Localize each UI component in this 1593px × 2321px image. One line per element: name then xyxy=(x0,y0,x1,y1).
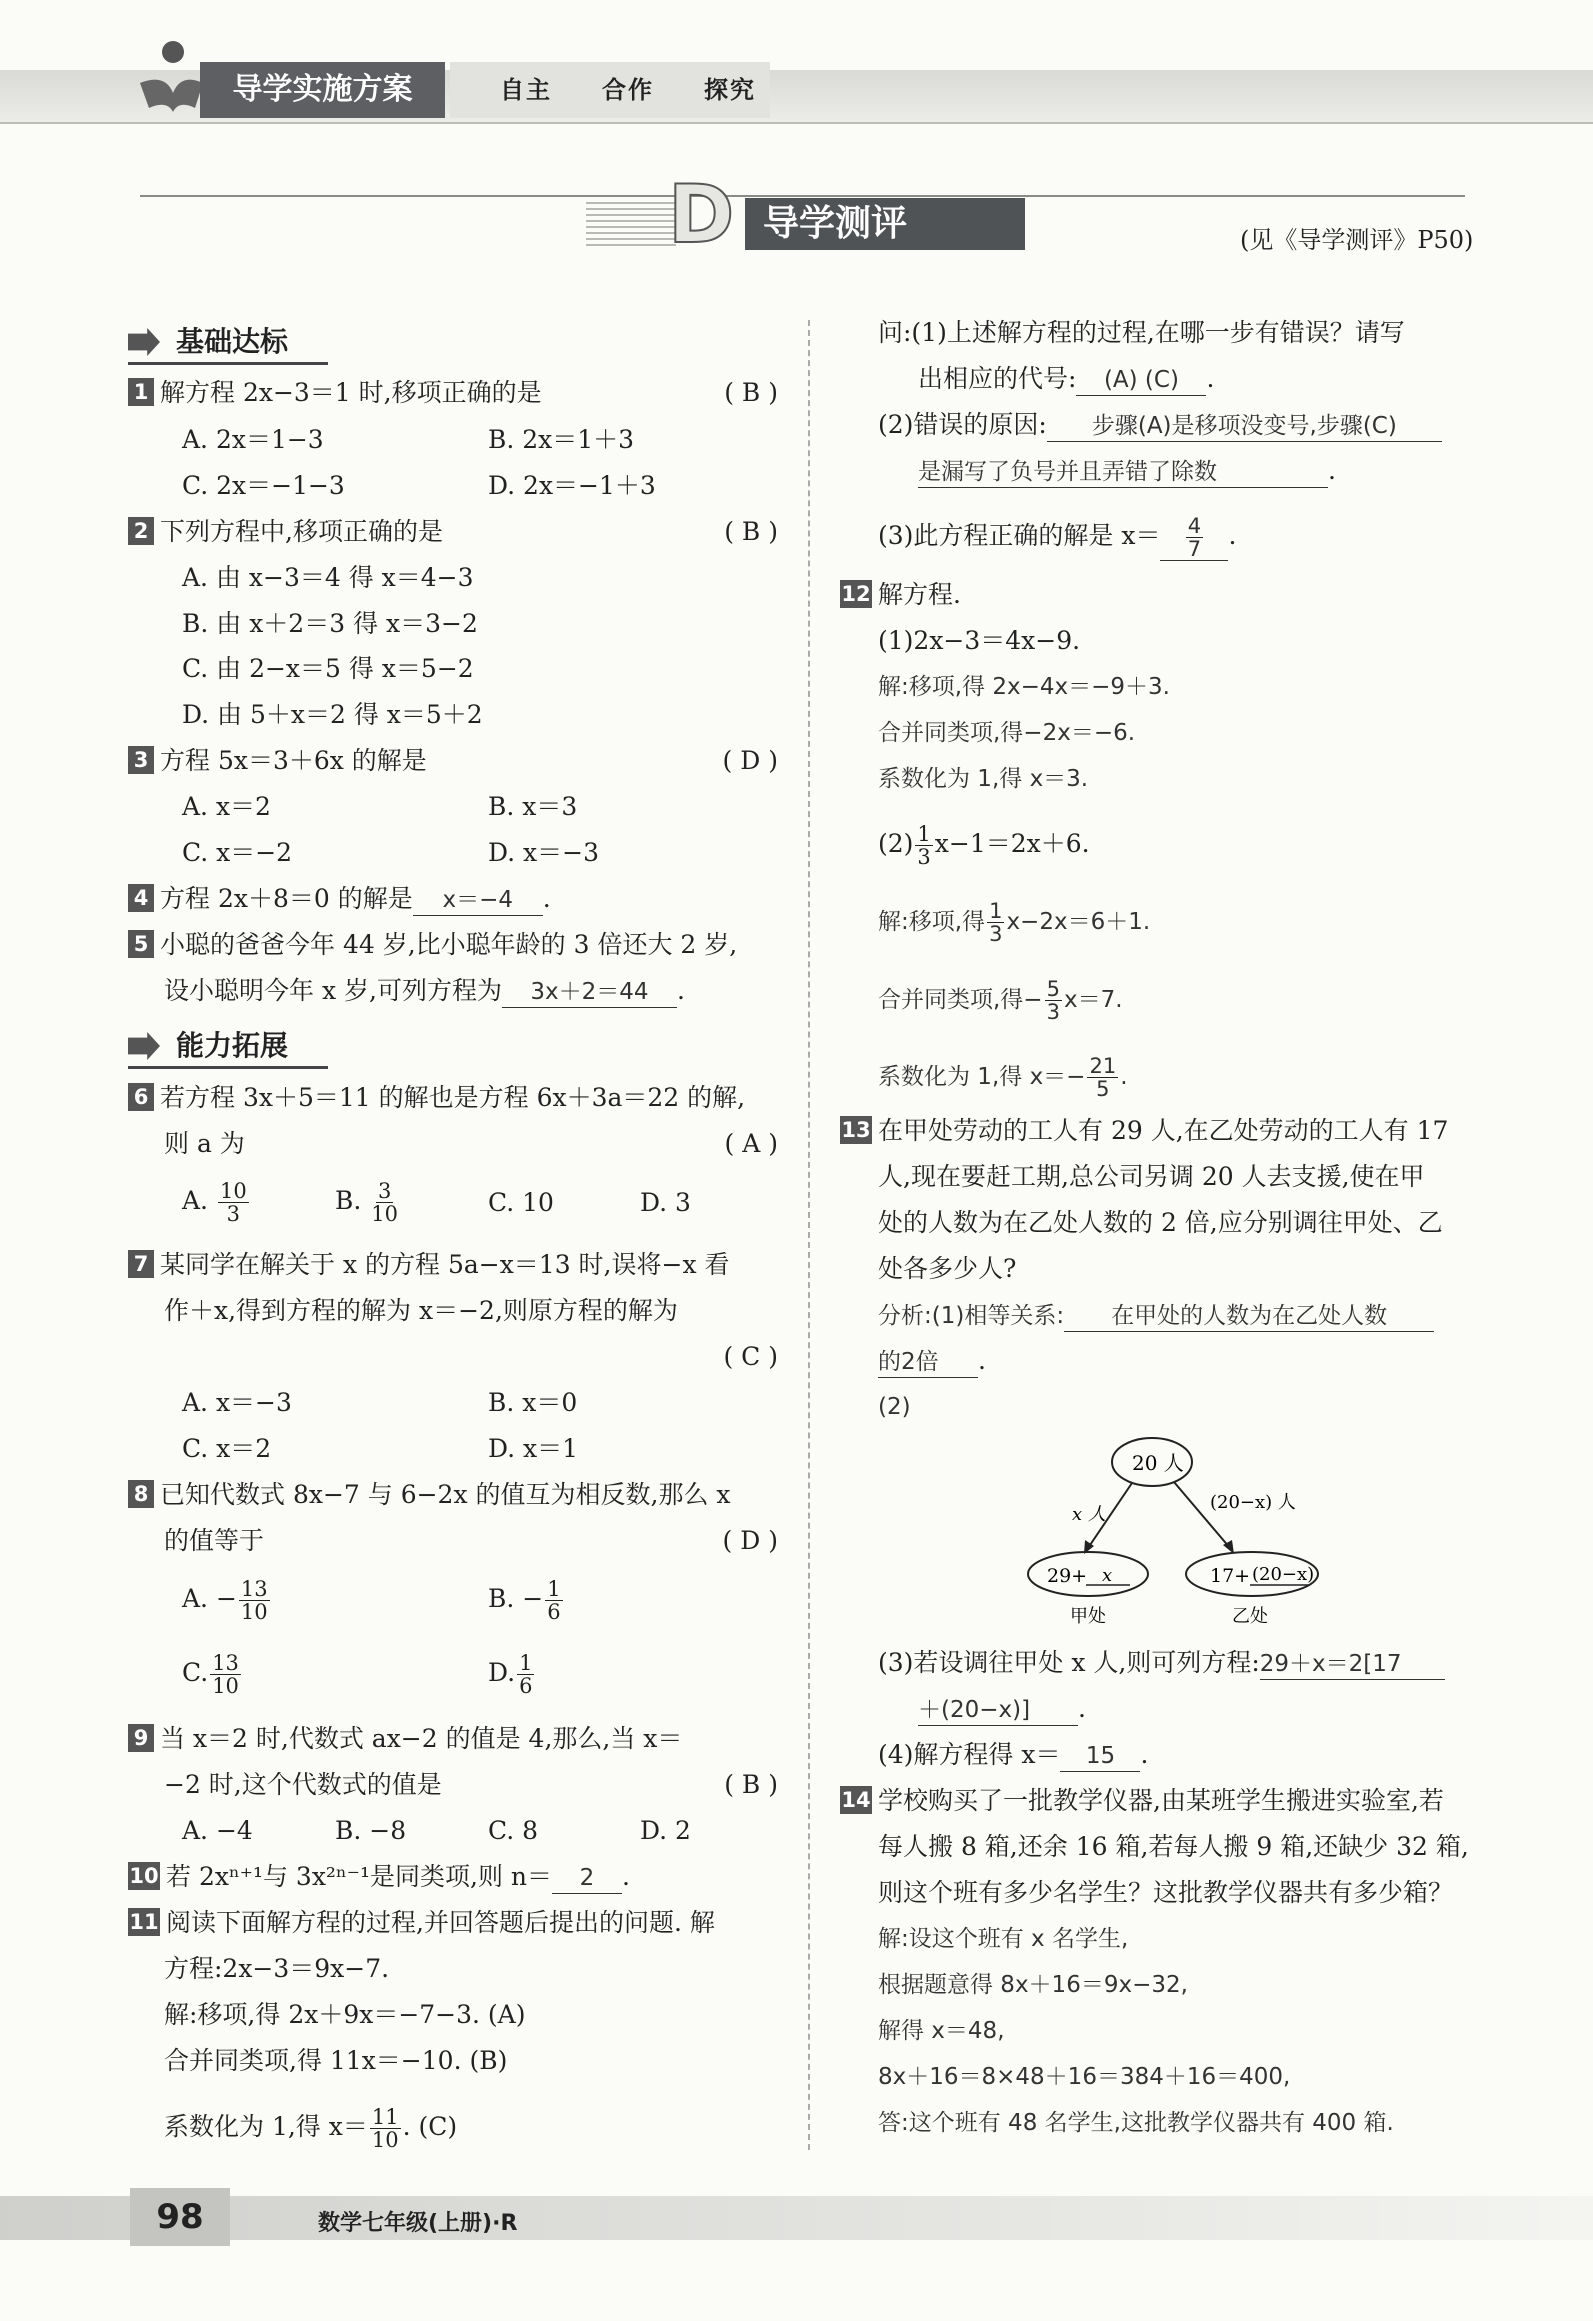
question-line: −2 时,这个代数式的值是 xyxy=(164,1770,442,1799)
step-text: x−2x＝6＋1. xyxy=(1006,909,1151,935)
fraction xyxy=(1186,515,1203,560)
solution-step: 答:这个班有 48 名学生,这批教学仪器共有 400 箱. xyxy=(878,2110,1394,2136)
denominator: 10 xyxy=(212,1674,239,1698)
option-a: A. −4 xyxy=(182,1816,253,1845)
fraction xyxy=(517,1652,534,1697)
solution-step: 合并同类项,得 11x＝−10. (B) xyxy=(164,2046,508,2075)
question-line: 方程:2x−3＝9x−7. xyxy=(164,1954,390,1983)
numerator: 13 xyxy=(212,1651,239,1675)
left-place-label: 甲处 xyxy=(1070,1606,1106,1627)
question-stem: 下列方程中,移项正确的是 xyxy=(160,517,443,546)
answer-choice: ( A ) xyxy=(724,1129,778,1158)
fraction xyxy=(1087,1055,1118,1100)
option-b: B. x＝3 xyxy=(488,792,578,821)
question-line: 作＋x,得到方程的解为 x＝−2,则原方程的解为 xyxy=(164,1296,678,1325)
option-a xyxy=(182,1578,272,1623)
footer-band xyxy=(0,2196,1593,2240)
option-b: B. −8 xyxy=(335,1816,407,1845)
question-line: 处各多少人? xyxy=(878,1254,1017,1283)
numerator: 21 xyxy=(1089,1054,1117,1078)
question-number: 9 xyxy=(128,1724,154,1752)
question-line: 问:(1)上述解方程的过程,在哪一步有错误？请写 xyxy=(878,318,1405,347)
banner-reference: (见《导学测评》P50) xyxy=(1240,226,1474,254)
solution-step: 根据题意得 8x＋16＝9x−32, xyxy=(878,1972,1188,1998)
option-label: A. − xyxy=(182,1584,237,1613)
question-stem: 解方程. xyxy=(878,580,961,609)
book-title: 数学七年级(上册)·R xyxy=(318,2211,518,2236)
question-number: 1 xyxy=(128,378,154,406)
question-line: 当 x＝2 时,代数式 ax−2 的值是 4,那么,当 x＝ xyxy=(160,1724,683,1753)
answer-blank: 29＋x＝2[17 xyxy=(1260,1649,1445,1680)
q13-answer-3b: ＋(20−x)] . xyxy=(918,1694,1086,1726)
allocation-diagram xyxy=(1020,1420,1400,1635)
fraction xyxy=(1045,978,1062,1023)
option-c: C. x＝−2 xyxy=(182,838,293,867)
question-4 xyxy=(128,884,551,916)
sub-question-label: (2) xyxy=(878,1394,911,1420)
option-d: D. 由 5＋x＝2 得 x＝5＋2 xyxy=(182,700,483,729)
fraction xyxy=(915,823,932,868)
answer-blank: 3x＋2＝44 xyxy=(502,977,677,1008)
answer-blank: 的2倍 xyxy=(878,1347,978,1378)
question-line: (4)解方程得 x＝ xyxy=(878,1740,1061,1769)
header-title: 导学实施方案 xyxy=(200,62,445,118)
q11-answer-2 xyxy=(878,410,1442,442)
question-line: (2)错误的原因: xyxy=(878,410,1047,439)
question-9 xyxy=(128,1724,682,1754)
solution-step xyxy=(164,2106,457,2151)
question-line: 的值等于 xyxy=(164,1526,265,1555)
question-7 xyxy=(128,1250,730,1280)
answer-choice: ( D ) xyxy=(722,1526,778,1555)
q11-answer-1: 出相应的代号: (A) (C) . xyxy=(918,364,1214,396)
numerator: 4 xyxy=(1187,514,1202,538)
step-text: 解:移项,得 xyxy=(878,909,986,935)
option-c: C. 由 2−x＝5 得 x＝5−2 xyxy=(182,654,474,683)
denominator: 10 xyxy=(371,1202,399,1226)
page-number: 98 xyxy=(130,2188,230,2246)
right-node-fill: (20−x) xyxy=(1252,1564,1315,1585)
question-9-line2 xyxy=(164,1770,778,1800)
question-line: 则 a 为 xyxy=(164,1129,245,1158)
answer-blank: 是漏写了负号并且弄错了除数 xyxy=(918,457,1328,488)
sub-question-text: x−1＝2x＋6. xyxy=(934,829,1090,858)
question-number: 6 xyxy=(128,1083,154,1111)
left-node-base: 29+ xyxy=(1047,1565,1088,1587)
numerator: 3 xyxy=(377,1179,392,1203)
option-label: B. − xyxy=(488,1584,544,1613)
question-2 xyxy=(128,517,778,547)
denominator: 6 xyxy=(519,1674,533,1698)
punctuation: . xyxy=(622,1862,630,1891)
option-b xyxy=(335,1180,400,1225)
left-edge-label: x 人 xyxy=(1072,1504,1106,1525)
question-line: 若方程 3x＋5＝11 的解也是方程 6x＋3a＝22 的解, xyxy=(160,1083,746,1112)
question-line: 阅读下面解方程的过程,并回答题后提出的问题. 解 xyxy=(166,1908,715,1937)
right-node-base: 17+ xyxy=(1210,1565,1251,1587)
fraction xyxy=(545,1578,562,1623)
question-line: 某同学在解关于 x 的方程 5a−x＝13 时,误将−x 看 xyxy=(160,1250,730,1279)
solution-step: 合并同类项,得−2x＝−6. xyxy=(878,720,1136,746)
question-number: 11 xyxy=(129,1910,159,1934)
option-a: A. x＝−3 xyxy=(182,1388,292,1417)
answer-choice: ( C ) xyxy=(723,1342,778,1371)
q11-answer-3: (3)此方程正确的解是 x＝ $\frac{4}{7}$ . xyxy=(878,514,1237,561)
q13-answer-1 xyxy=(878,1300,1434,1332)
option-b: B. x＝0 xyxy=(488,1388,578,1417)
fraction xyxy=(210,1652,241,1697)
answer-blank xyxy=(1160,515,1228,561)
solution-step xyxy=(878,900,1150,945)
question-stem: 方程 2x＋8＝0 的解是 xyxy=(160,884,413,913)
left-node xyxy=(1028,1552,1148,1596)
denominator: 3 xyxy=(226,1202,241,1226)
denominator: 5 xyxy=(1096,1077,1110,1101)
step-text: 系数化为 1,得 x＝ xyxy=(164,2112,368,2141)
denominator: 6 xyxy=(547,1600,561,1624)
option-d: D. 2x＝−1＋3 xyxy=(488,471,656,500)
denominator: 3 xyxy=(917,845,931,869)
total-label: 20 人 xyxy=(1132,1451,1184,1475)
answer-choice: ( D ) xyxy=(722,746,778,775)
question-line: 设小聪明今年 x 岁,可列方程为 xyxy=(164,976,502,1005)
numerator: 1 xyxy=(519,1651,533,1675)
question-stem: 方程 5x＝3＋6x 的解是 xyxy=(160,746,427,775)
option-b: B. 由 x＋2＝3 得 x＝3−2 xyxy=(182,609,478,638)
solution-step xyxy=(878,978,1123,1023)
numerator: 11 xyxy=(371,2105,399,2129)
option-c xyxy=(182,1652,243,1697)
question-12 xyxy=(840,580,961,610)
question-line: (3)若设调往甲处 x 人,则可列方程: xyxy=(878,1648,1260,1677)
sub-question xyxy=(878,823,1090,868)
q13-answer-4: (4)解方程得 x＝ 15 . xyxy=(878,1740,1148,1772)
step-text: 合并同类项,得− xyxy=(878,987,1043,1013)
fraction xyxy=(987,900,1004,945)
answer-blank: 15 xyxy=(1060,1741,1140,1772)
option-d: D. 2 xyxy=(640,1816,691,1845)
punctuation: . xyxy=(676,976,685,1005)
question-number: 8 xyxy=(128,1480,154,1508)
option-c: C. x＝2 xyxy=(182,1434,272,1463)
answer-blank: (A) (C) xyxy=(1076,365,1206,396)
step-text: 系数化为 1,得 x＝− xyxy=(878,1064,1086,1090)
question-line: 每人搬 8 箱,还余 16 箱,若每人搬 9 箱,还缺少 32 箱, xyxy=(878,1832,1469,1861)
question-stem: 若 2xⁿ⁺¹与 3x²ⁿ⁻¹是同类项,则 n＝ xyxy=(166,1862,552,1891)
question-number: 12 xyxy=(841,582,871,606)
answer-choice: ( B ) xyxy=(724,1770,778,1799)
answer-choice: ( B ) xyxy=(724,378,778,407)
solution-step: 解得 x＝48, xyxy=(878,2018,1005,2044)
header-tag: 合作 xyxy=(602,76,654,104)
left-node-fill: x xyxy=(1102,1565,1113,1586)
question-6-line2 xyxy=(164,1129,778,1159)
question-6 xyxy=(128,1083,745,1113)
numerator: 1 xyxy=(989,899,1003,923)
option-d: D. x＝−3 xyxy=(488,838,599,867)
step-text: . xyxy=(1120,1064,1128,1090)
question-line: 处的人数为在乙处人数的 2 倍,应分别调往甲处、乙 xyxy=(878,1208,1443,1237)
question-line: 则这个班有多少名学生？这批教学仪器共有多少箱？ xyxy=(878,1878,1454,1907)
answer-blank: 2 xyxy=(552,1863,622,1894)
option-a: A. 2x＝1−3 xyxy=(182,425,324,454)
question-8 xyxy=(128,1480,731,1510)
option-label: C. xyxy=(182,1658,209,1687)
question-line: 出相应的代号: xyxy=(918,364,1077,393)
option-label: D. xyxy=(488,1658,516,1687)
punctuation: . xyxy=(542,884,551,913)
step-text: x＝7. xyxy=(1063,987,1123,1013)
analysis-label: 分析:(1)相等关系: xyxy=(878,1303,1065,1329)
answer-blank: 在甲处的人数为在乙处人数 xyxy=(1064,1301,1434,1332)
option-c: C. 10 xyxy=(488,1188,554,1217)
denominator: 3 xyxy=(1046,1000,1060,1024)
question-1 xyxy=(128,378,778,408)
question-number: 7 xyxy=(128,1250,154,1278)
question-line: 人,现在要赶工期,总公司另调 20 人去支援,使在甲 xyxy=(878,1162,1425,1191)
question-5-line2 xyxy=(164,976,685,1008)
option-d xyxy=(488,1652,536,1697)
answer-blank: x＝−4 xyxy=(413,885,543,916)
question-8-line2 xyxy=(164,1526,778,1556)
solution-step: 解:移项,得 2x−4x＝−9＋3. xyxy=(878,674,1170,700)
option-a: A. 由 x−3＝4 得 x＝4−3 xyxy=(182,563,474,592)
question-5 xyxy=(128,930,737,960)
option-d: D. x＝1 xyxy=(488,1434,579,1463)
denominator: 10 xyxy=(371,2128,399,2152)
question-13 xyxy=(840,1116,1448,1146)
header-tag: 自主 xyxy=(500,76,552,104)
question-3 xyxy=(128,746,778,776)
answer-blank: ＋(20−x)] xyxy=(918,1695,1078,1726)
question-number: 3 xyxy=(128,746,154,774)
step-text: . (C) xyxy=(402,2112,458,2141)
option-b: B. 2x＝1＋3 xyxy=(488,425,635,454)
option-c: C. 8 xyxy=(488,1816,539,1845)
question-number: 14 xyxy=(841,1788,871,1812)
question-number: 2 xyxy=(128,517,154,545)
right-edge-label: (20−x) 人 xyxy=(1210,1492,1296,1513)
answer-choice: ( B ) xyxy=(724,517,778,546)
solution-step xyxy=(878,1055,1128,1100)
question-line: 在甲处劳动的工人有 29 人,在乙处劳动的工人有 17 xyxy=(878,1116,1449,1145)
question-number: 4 xyxy=(128,884,154,912)
numerator: 10 xyxy=(219,1179,247,1203)
banner-title: 导学测评 xyxy=(745,198,1025,250)
solution-step: 解:设这个班有 x 名学生, xyxy=(878,1926,1129,1952)
fraction xyxy=(218,1180,249,1225)
question-11 xyxy=(128,1908,715,1938)
option-d: D. 3 xyxy=(640,1188,691,1217)
question-stem: 解方程 2x−3＝1 时,移项正确的是 xyxy=(160,378,542,407)
numerator: 5 xyxy=(1046,977,1060,1001)
question-line: 学校购买了一批教学仪器,由某班学生搬进实验室,若 xyxy=(878,1786,1444,1815)
column-divider xyxy=(808,320,810,2150)
question-line: 已知代数式 8x−7 与 6−2x 的值互为相反数,那么 x xyxy=(160,1480,731,1509)
option-label: B. xyxy=(335,1186,362,1215)
numerator: 1 xyxy=(917,822,931,846)
question-number: 13 xyxy=(841,1118,871,1142)
question-10 xyxy=(128,1862,630,1894)
fraction xyxy=(371,1180,398,1225)
section-heading-ability: 能力拓展 xyxy=(128,1026,288,1066)
option-a xyxy=(182,1180,251,1225)
denominator: 3 xyxy=(989,922,1003,946)
section-heading-basic: 基础达标 xyxy=(128,322,288,362)
solution-step: 8x＋16＝8×48＋16＝384＋16＝400, xyxy=(878,2064,1291,2090)
q11-answer-2b: 是漏写了负号并且弄错了除数 . xyxy=(918,456,1336,488)
header-tag: 探究 xyxy=(704,76,756,104)
option-b xyxy=(488,1578,565,1623)
right-place-label: 乙处 xyxy=(1232,1606,1268,1627)
question-line: 小聪的爸爸今年 44 岁,比小聪年龄的 3 倍还大 2 岁, xyxy=(160,930,738,959)
question-number: 10 xyxy=(129,1864,159,1888)
numerator: 13 xyxy=(240,1577,268,1601)
question-14 xyxy=(840,1786,1444,1816)
header-tags xyxy=(450,62,770,118)
sub-question: (1)2x−3＝4x−9. xyxy=(878,626,1081,655)
numerator: 1 xyxy=(547,1577,561,1601)
q13-answer-1b: 的2倍 . xyxy=(878,1346,986,1378)
option-label: A. xyxy=(182,1186,209,1215)
option-a: A. x＝2 xyxy=(182,792,271,821)
option-c: C. 2x＝−1−3 xyxy=(182,471,345,500)
sub-question-label: (2) xyxy=(878,829,914,858)
fraction xyxy=(239,1578,270,1623)
reading-person-logo-icon xyxy=(135,38,205,118)
banner-rule xyxy=(140,195,1465,197)
denominator: 10 xyxy=(240,1600,268,1624)
solution-step: 解:移项,得 2x＋9x＝−7−3. (A) xyxy=(164,2000,526,2029)
banner-stripes xyxy=(586,198,676,248)
denominator: 7 xyxy=(1187,537,1202,561)
q13-answer-3 xyxy=(878,1648,1445,1680)
question-number: 5 xyxy=(128,930,154,958)
banner-letter: D xyxy=(668,168,735,261)
solution-step: 系数化为 1,得 x＝3. xyxy=(878,766,1089,792)
fraction xyxy=(370,2106,401,2151)
answer-blank: 步骤(A)是移项没变号,步骤(C) xyxy=(1047,411,1442,442)
question-line: (3)此方程正确的解是 x＝ xyxy=(878,521,1161,550)
